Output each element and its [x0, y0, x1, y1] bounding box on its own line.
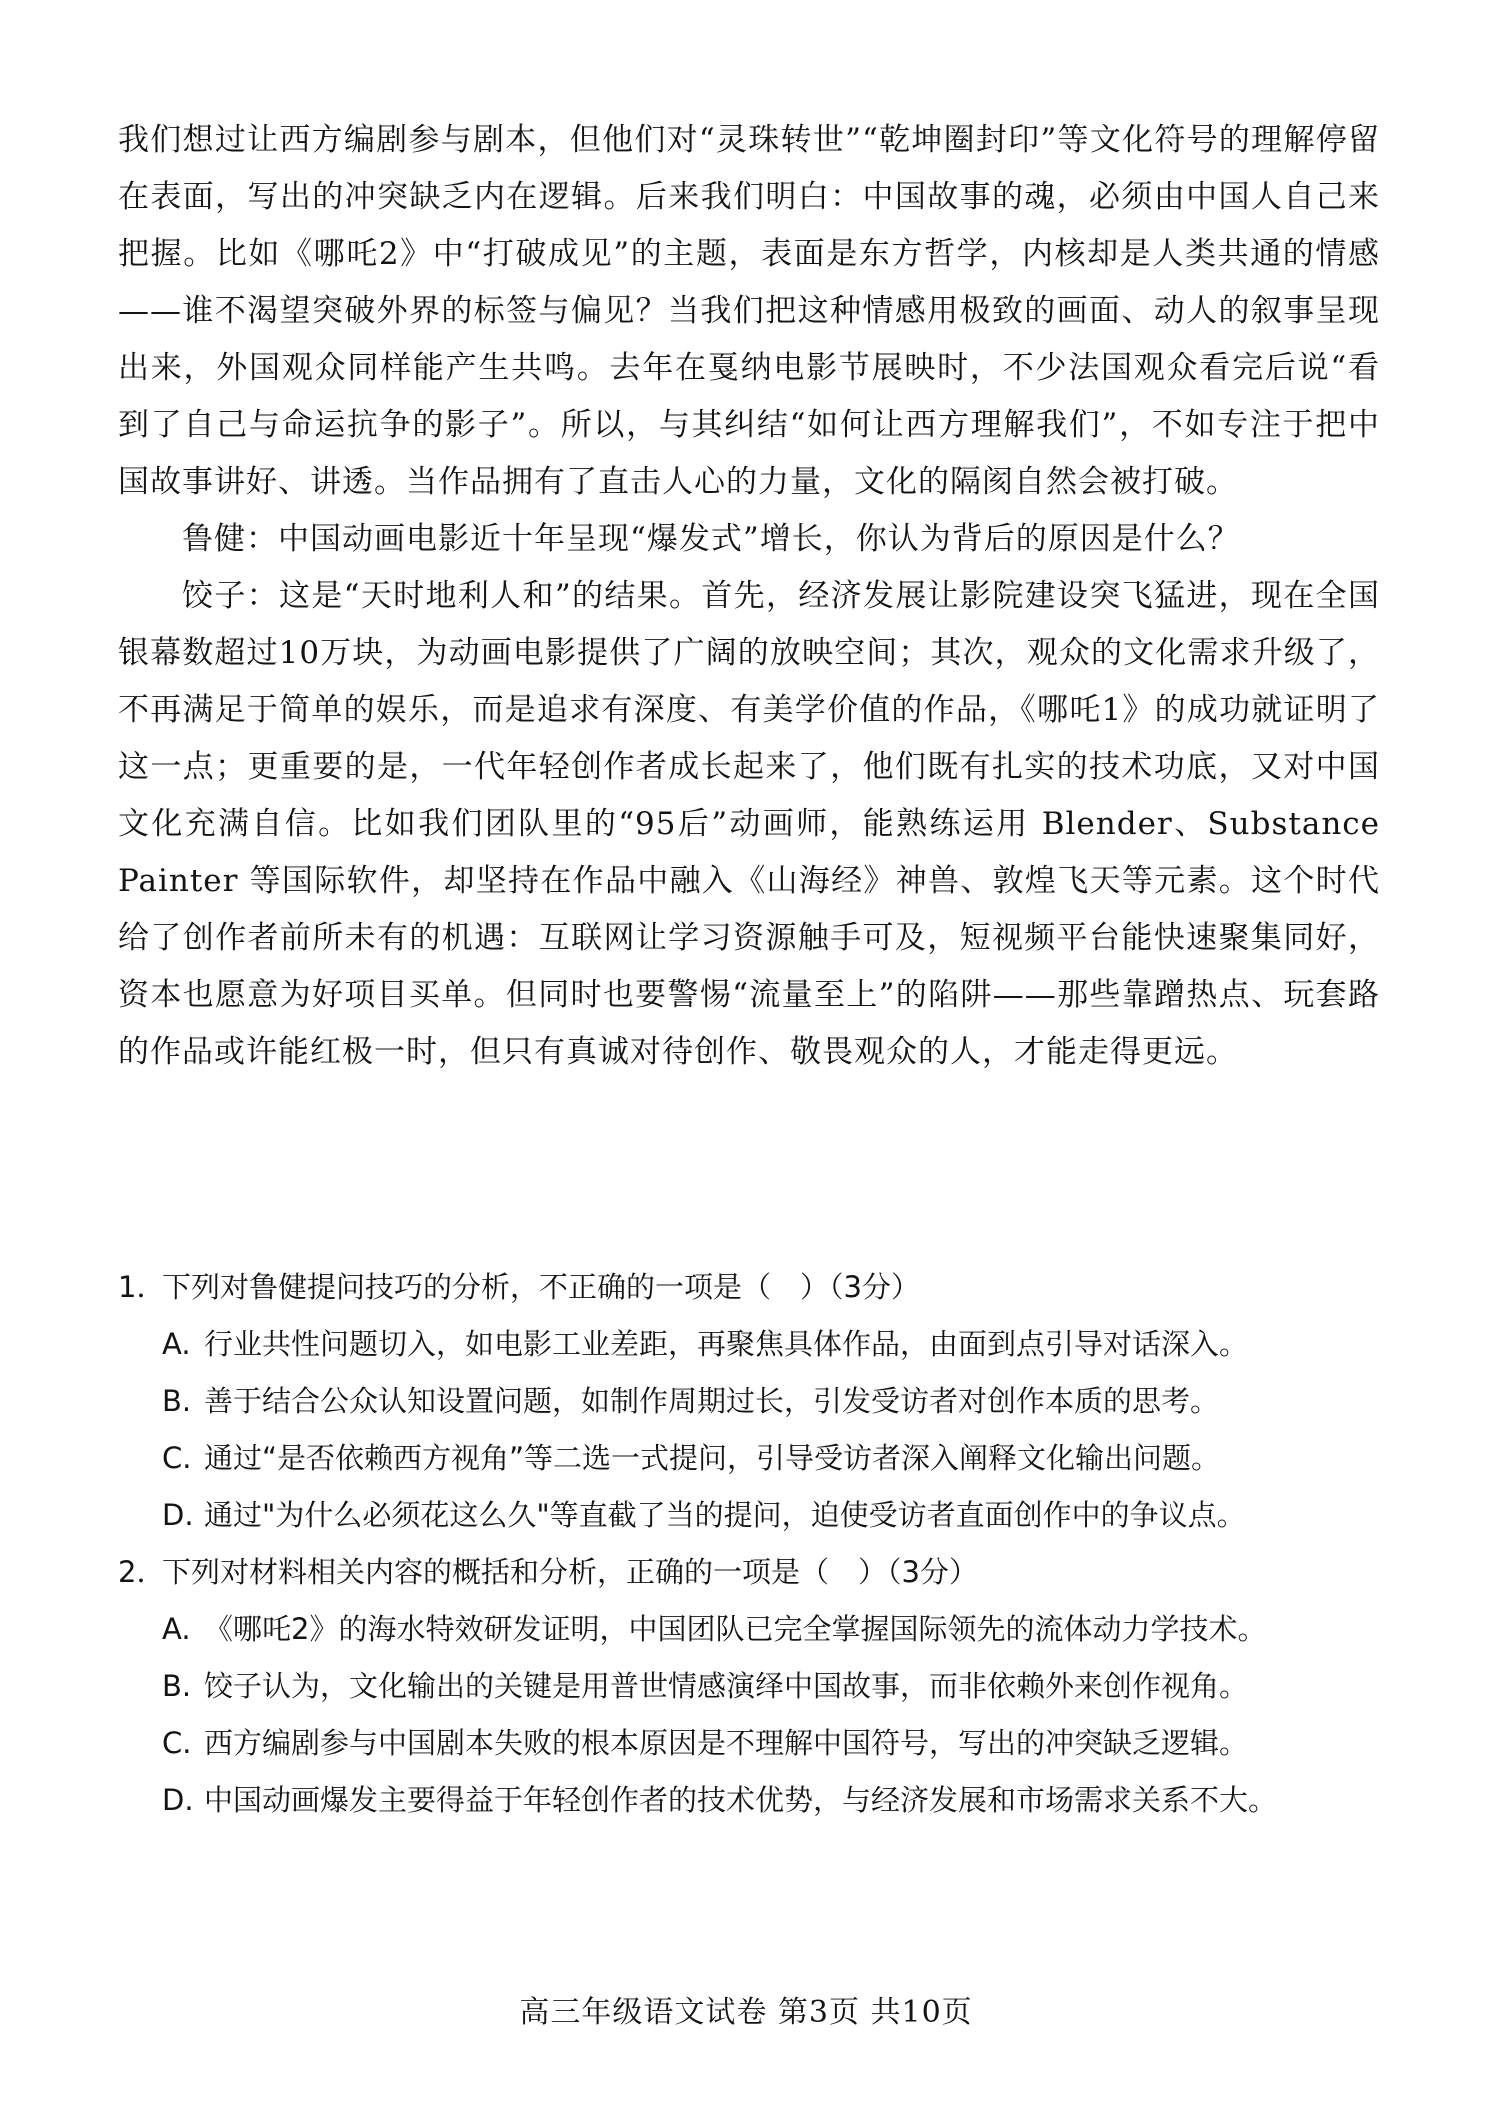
question-1-option-c[interactable] [118, 1430, 1388, 1487]
question-1-option-b[interactable] [118, 1373, 1388, 1430]
question-1-option-d[interactable] [118, 1487, 1388, 1544]
option-letter: C. [162, 1441, 192, 1475]
question-list [118, 1259, 1388, 1829]
option-text: 善于结合公众认知设置问题，如制作周期过长，引发受访者对创作本质的思考。 [204, 1384, 1220, 1418]
passage-paragraph-2: 鲁健：中国动画电影近十年呈现“爆发式”增长，你认为背后的原因是什么？ [182, 521, 1240, 557]
question-1-option-a[interactable] [118, 1316, 1388, 1373]
option-text: 通过"为什么必须花这么久"等直截了当的提问，迫使受访者直面创作中的争议点。 [204, 1498, 1246, 1532]
passage-paragraph-3: 饺子：这是“天时地利人和”的结果。首先，经济发展让影院建设突飞猛进，现在全国银幕数超过10万块，为动画电影提供了广阔的放映空间；其次，观众的文化需求升级了，不再满足于简单的娱乐，而是追求有深度、有美学价值的作品，《哪吒1》的成功就证明了这一点；更重要的是，一代年轻创作者成长起来了，他们既有扎实的技术功底，又对中国文化充满自信。比如我们团队里的“95后”动画师，能熟练运用 Blender、Substance Painter 等国际软件，却坚持在作品中融入《山海经》神兽、敦煌飞天等元素。这个时代给了创作者前所未有的机遇：互联网让学习资源触手可及，短视频平台能快速聚集同好，资本也愿意为好项目买单。但同时也要警惕“流量至上”的陷阱——那些靠蹭热点、玩套路的作品或许能红极一时，但只有真诚对待创作、敬畏观众的人，才能走得更远。 [118, 578, 1380, 1070]
option-letter: D. [162, 1783, 194, 1817]
question-2-options [118, 1601, 1388, 1829]
question-2-option-a[interactable] [118, 1601, 1388, 1658]
option-letter: C. [162, 1726, 192, 1760]
question-2-number: 2． [118, 1555, 166, 1589]
page-footer: 高三年级语文试卷 第3页 共10页 [519, 1995, 973, 2030]
question-2-option-c[interactable] [118, 1715, 1388, 1772]
option-letter: A. [162, 1327, 191, 1361]
passage-paragraph-1: 我们想过让西方编剧参与剧本，但他们对“灵珠转世”“乾坤圈封印”等文化符号的理解停留在表面，写出的冲突缺乏内在逻辑。后来我们明白：中国故事的魂，必须由中国人自己来把握。比如《哪吒2》中“打破成见”的主题，表面是东方哲学，内核却是人类共通的情感——谁不渴望突破外界的标签与偏见？当我们把这种情感用极致的画面、动人的叙事呈现出来，外国观众同样能产生共鸣。去年在戛纳电影节展映时，不少法国观众看完后说“看到了自己与命运抗争的影子”。所以，与其纠结“如何让西方理解我们”，不如专注于把中国故事讲好、讲透。当作品拥有了直击人心的力量，文化的隔阂自然会被打破。 [118, 122, 1380, 500]
question-1-text: 下列对鲁健提问技巧的分析，不正确的一项是（ ）（3分） [162, 1270, 920, 1304]
question-2-stem [118, 1544, 1388, 1601]
option-text: 西方编剧参与中国剧本失败的根本原因是不理解中国符号，写出的冲突缺乏逻辑。 [204, 1726, 1249, 1760]
option-letter: A. [162, 1612, 191, 1646]
option-letter: B. [162, 1669, 192, 1703]
question-2-option-d[interactable] [118, 1772, 1388, 1829]
option-text: 饺子认为，文化输出的关键是用普世情感演绎中国故事，而非依赖外来创作视角。 [204, 1669, 1249, 1703]
question-2 [118, 1544, 1388, 1829]
option-text: 《哪吒2》的海水特效研发证明，中国团队已完全掌握国际领先的流体动力学技术。 [204, 1612, 1267, 1646]
option-letter: B. [162, 1384, 192, 1418]
question-2-option-b[interactable] [118, 1658, 1388, 1715]
reading-passage [118, 112, 1380, 1081]
option-text: 行业共性问题切入，如电影工业差距，再聚焦具体作品，由面到点引导对话深入。 [204, 1327, 1249, 1361]
question-1-options [118, 1316, 1388, 1544]
option-text: 通过“是否依赖西方视角”等二选一式提问，引导受访者深入阐释文化输出问题。 [204, 1441, 1221, 1475]
option-letter: D. [162, 1498, 194, 1532]
option-text: 中国动画爆发主要得益于年轻创作者的技术优势，与经济发展和市场需求关系不大。 [204, 1783, 1278, 1817]
question-1-number: 1． [118, 1270, 166, 1304]
question-2-text: 下列对材料相关内容的概括和分析，正确的一项是（ ）（3分） [162, 1555, 978, 1589]
question-1-stem [118, 1259, 1388, 1316]
question-1 [118, 1259, 1388, 1544]
